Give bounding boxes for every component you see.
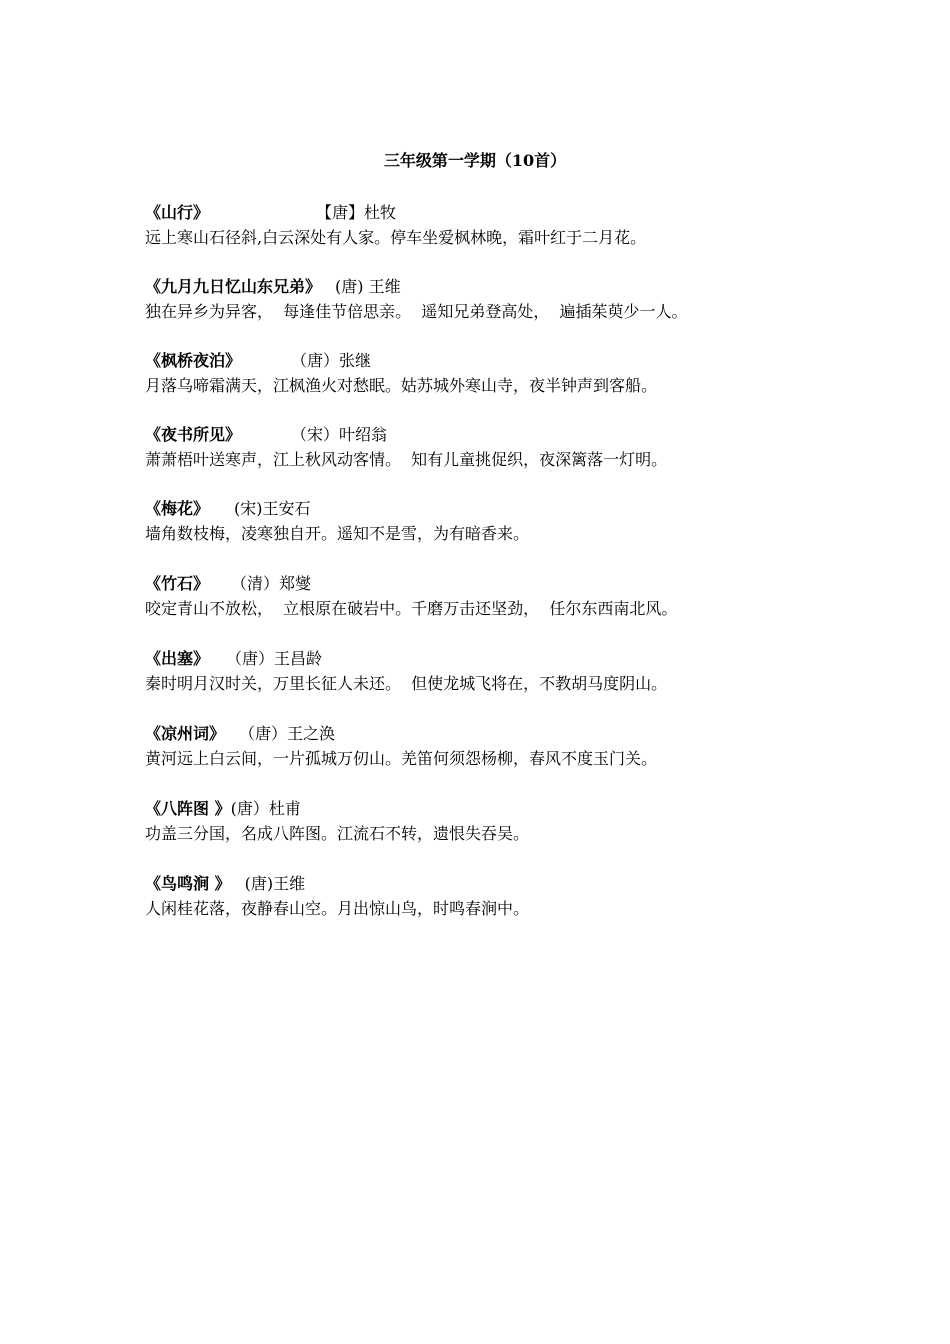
- poem-text: 萧萧梧叶送寒声，江上秋风动客情。 知有儿童挑促织，夜深篱落一灯明。: [145, 450, 668, 469]
- poem-author: （清）郑燮: [239, 574, 312, 593]
- poem-heading: [145, 798, 935, 820]
- poem-text: 咬定青山不放松， 立根原在破岩中。千磨万击还坚劲， 任尔东西南北风。: [145, 599, 678, 618]
- poem-text: 墙角数枝梅，凌寒独自开。遥知不是雪，为有暗香来。: [145, 524, 530, 543]
- poem-author: （唐）王昌龄: [234, 649, 323, 668]
- poem-author: （唐）张继: [299, 351, 372, 370]
- poem-author: (唐）杜甫: [230, 799, 301, 818]
- poem-heading: [145, 202, 935, 224]
- poem-block: [145, 276, 935, 323]
- poem-title: 《夜书所见》: [145, 425, 242, 444]
- poem-author: 【唐】杜牧: [324, 203, 397, 222]
- poem-title: 《出塞》: [145, 649, 210, 668]
- poem-text: 人闲桂花落，夜静春山空。月出惊山鸟，时鸣春涧中。: [145, 899, 530, 918]
- poem-heading: [145, 424, 935, 446]
- poem-text: 月落乌啼霜满天，江枫渔火对愁眠。姑苏城外寒山寺，夜半钟声到客船。: [145, 376, 658, 395]
- poem-block: [145, 202, 935, 249]
- poem-block: [145, 573, 935, 620]
- poem-title: 《凉州词》: [145, 724, 226, 743]
- poem-title: 《梅花》: [145, 499, 210, 518]
- poem-block: [145, 424, 935, 471]
- poem-text: 远上寒山石径斜,白云深处有人家。停车坐爱枫林晚，霜叶红于二月花。: [145, 228, 647, 247]
- poem-text: 功盖三分国，名成八阵图。江流石不转，遗恨失吞吴。: [145, 824, 530, 843]
- poem-text: 秦时明月汉时关，万里长征人未还。 但使龙城飞将在，不教胡马度阴山。: [145, 674, 668, 693]
- poem-heading: [145, 648, 935, 670]
- poem-author: (唐)王维: [244, 874, 306, 893]
- poem-author: （唐）王之涣: [247, 724, 336, 743]
- poem-text: 独在异乡为异客， 每逢佳节倍思亲。 遥知兄弟登高处， 遍插茱萸少一人。: [145, 302, 688, 321]
- poem-title: 《竹石》: [145, 574, 210, 593]
- poem-heading: [145, 573, 935, 595]
- poem-heading: [145, 723, 935, 745]
- poem-author: (唐) 王维: [335, 277, 401, 296]
- poem-block: [145, 498, 935, 545]
- poem-heading: [145, 350, 935, 372]
- poem-title: 《八阵图 》: [145, 799, 231, 818]
- page-title: 三年级第一学期（10首）: [383, 151, 567, 170]
- poem-title: 《九月九日忆山东兄弟》: [145, 277, 322, 296]
- poem-block: [145, 723, 935, 770]
- poem-text: 黄河远上白云间，一片孤城万仞山。羌笛何须怨杨柳，春风不度玉门关。: [145, 749, 658, 768]
- poem-heading: [145, 276, 935, 298]
- poem-author: (宋)王安石: [234, 499, 311, 518]
- poem-block: [145, 350, 935, 397]
- poem-title: 《枫桥夜泊》: [145, 351, 242, 370]
- poem-block: [145, 648, 935, 695]
- poem-title: 《山行》: [145, 203, 210, 222]
- poem-heading: [145, 498, 935, 520]
- poem-heading: [145, 873, 935, 895]
- poem-title: 《鸟鸣涧 》: [145, 874, 231, 893]
- poem-author: （宋）叶绍翁: [299, 425, 388, 444]
- poem-block: [145, 798, 935, 845]
- poem-block: [145, 873, 935, 920]
